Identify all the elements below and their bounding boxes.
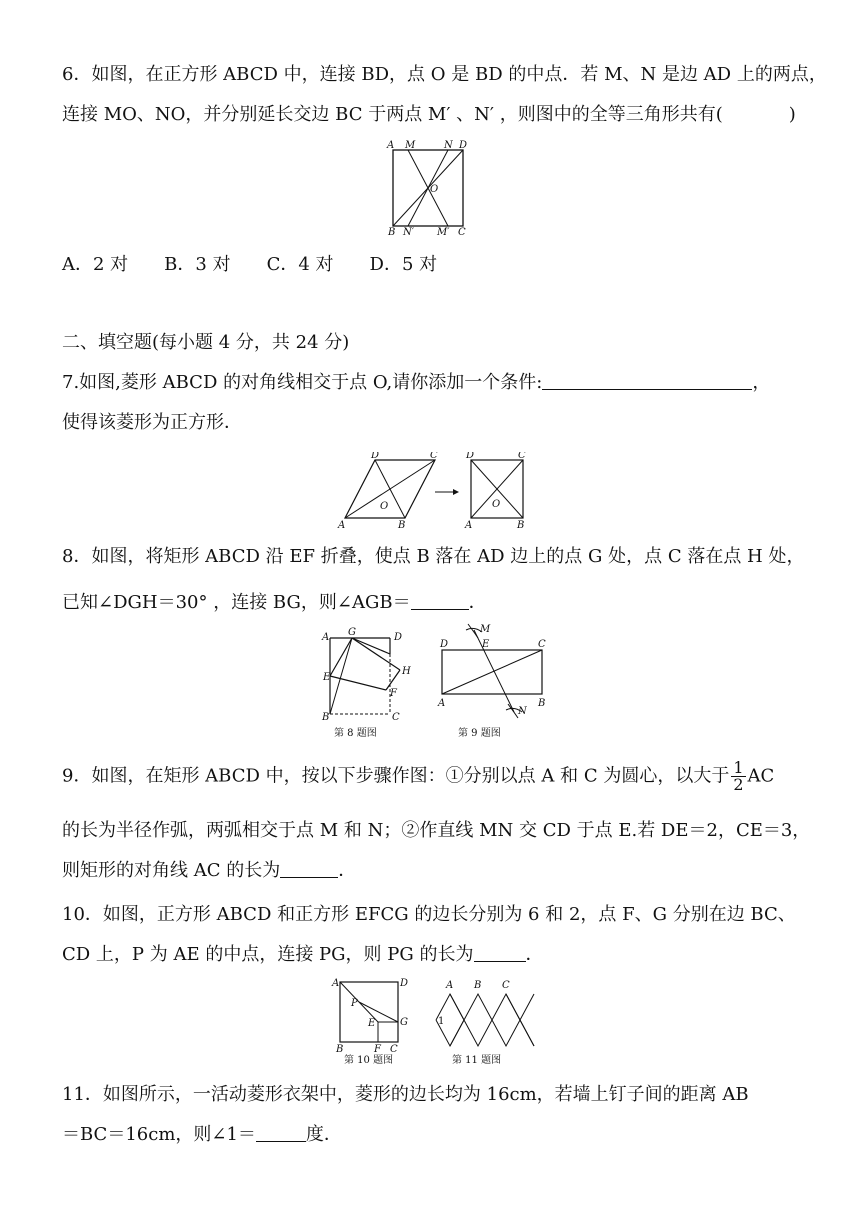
- q7-line1-text: 7.如图,菱形 ABCD 的对角线相交于点 O,请你添加一个条件:: [62, 372, 543, 393]
- q7-figure: [335, 452, 535, 532]
- svg-text:H: H: [402, 666, 411, 677]
- svg-text:D: D: [466, 452, 475, 461]
- svg-text:B: B: [322, 712, 330, 723]
- q8-line2-text: 已知∠DGH＝30° ，连接 BG，则∠AGB＝: [62, 592, 411, 613]
- svg-text:G: G: [348, 627, 356, 638]
- q11-line1: 11．如图所示，一活动菱形衣架中，菱形的边长均为 16cm，若墙上钉子间的距离 AB: [62, 1084, 749, 1105]
- svg-text:G: G: [400, 1017, 408, 1028]
- svg-text:B: B: [474, 980, 482, 991]
- svg-text:D: D: [400, 978, 409, 989]
- svg-text:O: O: [492, 499, 501, 510]
- q11-line2: [62, 1122, 342, 1148]
- q8-line2: [62, 590, 487, 616]
- fig10-caption: 第 10 题图: [344, 1055, 394, 1066]
- q9-fraction: [731, 760, 745, 793]
- svg-text:D: D: [371, 452, 380, 461]
- svg-text:O: O: [380, 501, 389, 512]
- q9-fraction-numerator: 1: [733, 758, 744, 777]
- svg-text:A: A: [465, 520, 473, 531]
- svg-text:F: F: [374, 1044, 381, 1055]
- svg-text:E: E: [368, 1018, 376, 1029]
- section-title: 二、填空题(每小题 4 分，共 24 分): [62, 332, 350, 353]
- q10-line1: 10．如图，正方形 ABCD 和正方形 EFCG 的边长分别为 6 和 2，点 F、G 分别在边 BC、: [62, 904, 796, 925]
- q9-line2: 的长为半径作弧，两弧相交于点 M 和 N；②作直线 MN 交 CD 于点 E.若 DE＝2，CE＝3，: [62, 820, 811, 841]
- q6-options: A．2 对 B．3 对 C．4 对 D．5 对: [62, 254, 438, 275]
- svg-text:B: B: [336, 1044, 344, 1055]
- q10-line2: [62, 942, 544, 968]
- svg-text:C: C: [538, 639, 546, 650]
- q6-fig-label-m-prime: M′: [437, 227, 450, 238]
- q10-figure: [328, 974, 418, 1068]
- svg-text:B: B: [398, 520, 406, 531]
- svg-text:B: B: [517, 520, 525, 531]
- q9-figure: [432, 620, 552, 744]
- svg-text:A: A: [438, 698, 446, 709]
- q6-fig-label-m: M: [405, 140, 416, 151]
- q6-fig-label-b: B: [388, 227, 396, 238]
- q10-line2-text: CD 上，P 为 AE 的中点，连接 PG，则 PG 的长为: [62, 944, 474, 965]
- q6-fig-label-c: C: [458, 227, 466, 238]
- svg-text:F: F: [390, 688, 397, 699]
- q9-line3-end: ．: [338, 860, 357, 881]
- fig11-caption: 第 11 题图: [452, 1055, 502, 1066]
- svg-text:E: E: [482, 639, 490, 650]
- q6-line2-text: 连接 MO、NO，并分别延长交边 BC 于两点 M′ 、N′ ，则图中的全等三角形共有(: [62, 104, 723, 125]
- q8-answer-blank[interactable]: [411, 591, 469, 610]
- q6-fig-label-d: D: [459, 140, 468, 151]
- svg-text:E: E: [323, 672, 331, 683]
- svg-text:A: A: [446, 980, 454, 991]
- q6-fig-label-a: A: [387, 140, 395, 151]
- q6-line2: [62, 102, 796, 128]
- svg-text:A: A: [338, 520, 346, 531]
- q9-line3: [62, 858, 356, 884]
- q10-answer-blank[interactable]: [474, 943, 526, 962]
- q6-line2-end: ): [788, 104, 796, 125]
- svg-text:A: A: [322, 632, 330, 643]
- svg-text:D: D: [394, 632, 403, 643]
- svg-text:M: M: [480, 624, 491, 635]
- q6-fig-label-n-prime: N′: [403, 227, 415, 238]
- q7-line2: 使得该菱形为正方形．: [62, 412, 242, 433]
- svg-text:N: N: [518, 706, 527, 717]
- q7-line1-end: ，: [752, 372, 771, 393]
- svg-text:C: C: [518, 452, 526, 461]
- q6-fig-label-n: N: [444, 140, 453, 151]
- q11-line2-end: 度．: [305, 1124, 342, 1145]
- fig9-caption: 第 9 题图: [458, 728, 501, 739]
- q6-fig-label-o: O: [430, 184, 439, 195]
- svg-text:C: C: [430, 452, 438, 461]
- q6-figure: [380, 138, 480, 238]
- fig8-caption: 第 8 题图: [334, 728, 377, 739]
- svg-text:B: B: [538, 698, 546, 709]
- q8-line2-end: ．: [468, 592, 487, 613]
- svg-text:1: 1: [438, 1016, 445, 1027]
- q9-line1-text: 9．如图，在矩形 ABCD 中，按以下步骤作图：①分别以点 A 和 C 为圆心，以大于: [62, 765, 730, 787]
- svg-text:C: C: [502, 980, 510, 991]
- q11-answer-blank[interactable]: [256, 1123, 306, 1142]
- q7-line1: [62, 370, 770, 396]
- svg-text:D: D: [440, 639, 449, 650]
- svg-text:C: C: [392, 712, 400, 723]
- q9-line1: [62, 760, 774, 793]
- svg-text:A: A: [332, 978, 340, 989]
- svg-text:P: P: [351, 998, 358, 1009]
- svg-text:C: C: [390, 1044, 398, 1055]
- q8-figure: [314, 626, 414, 744]
- q6-line1: 6．如图，在正方形 ABCD 中，连接 BD，点 O 是 BD 的中点．若 M、N 是边 AD 上的两点，: [62, 64, 827, 85]
- q11-figure: [428, 974, 538, 1068]
- q10-line2-end: ．: [525, 944, 544, 965]
- q9-line1-end: AC: [747, 765, 775, 787]
- q8-line1: 8．如图，将矩形 ABCD 沿 EF 折叠，使点 B 落在 AD 边上的点 G 处，点 C 落在点 H 处，: [62, 546, 805, 567]
- q11-line2-text: ＝BC＝16cm，则∠1＝: [62, 1124, 256, 1145]
- q7-answer-blank[interactable]: [542, 371, 752, 390]
- q9-line3-text: 则矩形的对角线 AC 的长为: [62, 860, 281, 881]
- q9-answer-blank[interactable]: [280, 859, 338, 878]
- q9-fraction-denominator: 2: [733, 775, 744, 794]
